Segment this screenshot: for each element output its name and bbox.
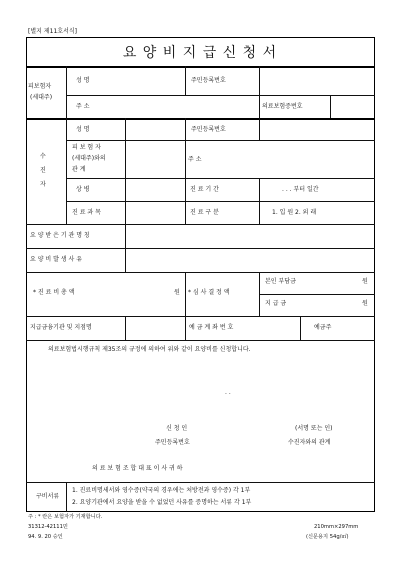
period-label: 진 료 기 간 [190,186,219,193]
account-label: 예 금 계 좌 번 호 [189,324,234,331]
attachment-item-2: 2. 요양기관에서 요양을 받을 수 없었던 사유를 증명하는 서류 각 1부 [72,499,252,506]
type-options: 1. 입 원 2. 외 래 [272,209,317,216]
type-label: 진 료 구 분 [190,209,219,216]
self-pay-label: 본인 부담금 [265,278,296,285]
form-number: [별지 제11호서식] [28,28,77,35]
institution-label: 요 양 받 은 기 관 명 칭 [30,232,90,239]
applicant-rrn-label: 주민등록번호 [155,439,190,446]
sign-label: (서명 또는 인) [295,425,333,432]
form-title: 요 양 비 지 급 신 청 서 [122,45,278,61]
insured-section-label: 피보험자 [28,83,52,90]
recipient: 의 료 보 험 조 합 대 표 이 사 귀 하 [92,465,183,472]
period-value: . . . 부터 일간 [282,186,319,193]
date-marks: . . [225,389,231,396]
footer-approval: 94. 9. 20 승인 [28,534,63,540]
holder-label: 예금주 [314,324,332,331]
insured-address-label: 주 소 [76,103,90,110]
relation-label-2: (세대주)와의 [72,155,106,162]
insured-insurance-no-label: 의료보험증번호 [262,103,303,110]
attachments-label: 구비서류 [36,493,60,500]
patient-rrn-label: 주민등록번호 [191,126,226,133]
disease-label: 상 병 [76,186,90,193]
declaration-statement: 의료보험법시행규칙 제35조의 규정에 의하여 위와 같이 요양비를 신청합니다. [48,346,251,353]
footer-note: 주 : * 란은 보험자가 기재합니다. [28,514,103,520]
applicant-label: 신 청 인 [166,425,188,432]
total-cost-unit: 원 [174,289,180,296]
relation-label-3: 관 계 [72,166,86,173]
patient-section-label: 수 진 자 [40,153,46,188]
insured-rrn-label: 주민등록번호 [191,77,226,84]
payment-unit: 원 [362,300,368,307]
relation-to-patient-label: 수진자와의 관계 [288,439,331,446]
patient-name-label: 성 명 [76,126,90,133]
footer-code: 31312-42111민 [28,524,68,530]
self-pay-unit: 원 [362,278,368,285]
reason-label: 요 양 비 발 생 사 유 [30,256,83,263]
relation-label-1: 피 보 험 자 [72,144,101,151]
review-amount-label: * 심 사 결 정 액 [188,289,230,296]
footer-size: 210mm×297mm [314,524,359,530]
department-label: 진 료 과 목 [72,209,101,216]
insured-section-sub: (세대주) [30,94,53,101]
attachment-item-1: 1. 진료비명세서와 영수증(약국의 경우에는 처방전과 영수증) 각 1부 [72,487,251,494]
insured-name-label: 성 명 [76,77,90,84]
patient-address-label: 주 소 [188,156,202,163]
total-cost-label: * 진 료 비 총 액 [33,289,75,296]
bank-label: 지급금융기관 및 지점명 [30,324,92,331]
payment-label: 지 급 금 [265,300,287,307]
footer-paper: (신문용지 54g/㎡) [306,534,349,540]
